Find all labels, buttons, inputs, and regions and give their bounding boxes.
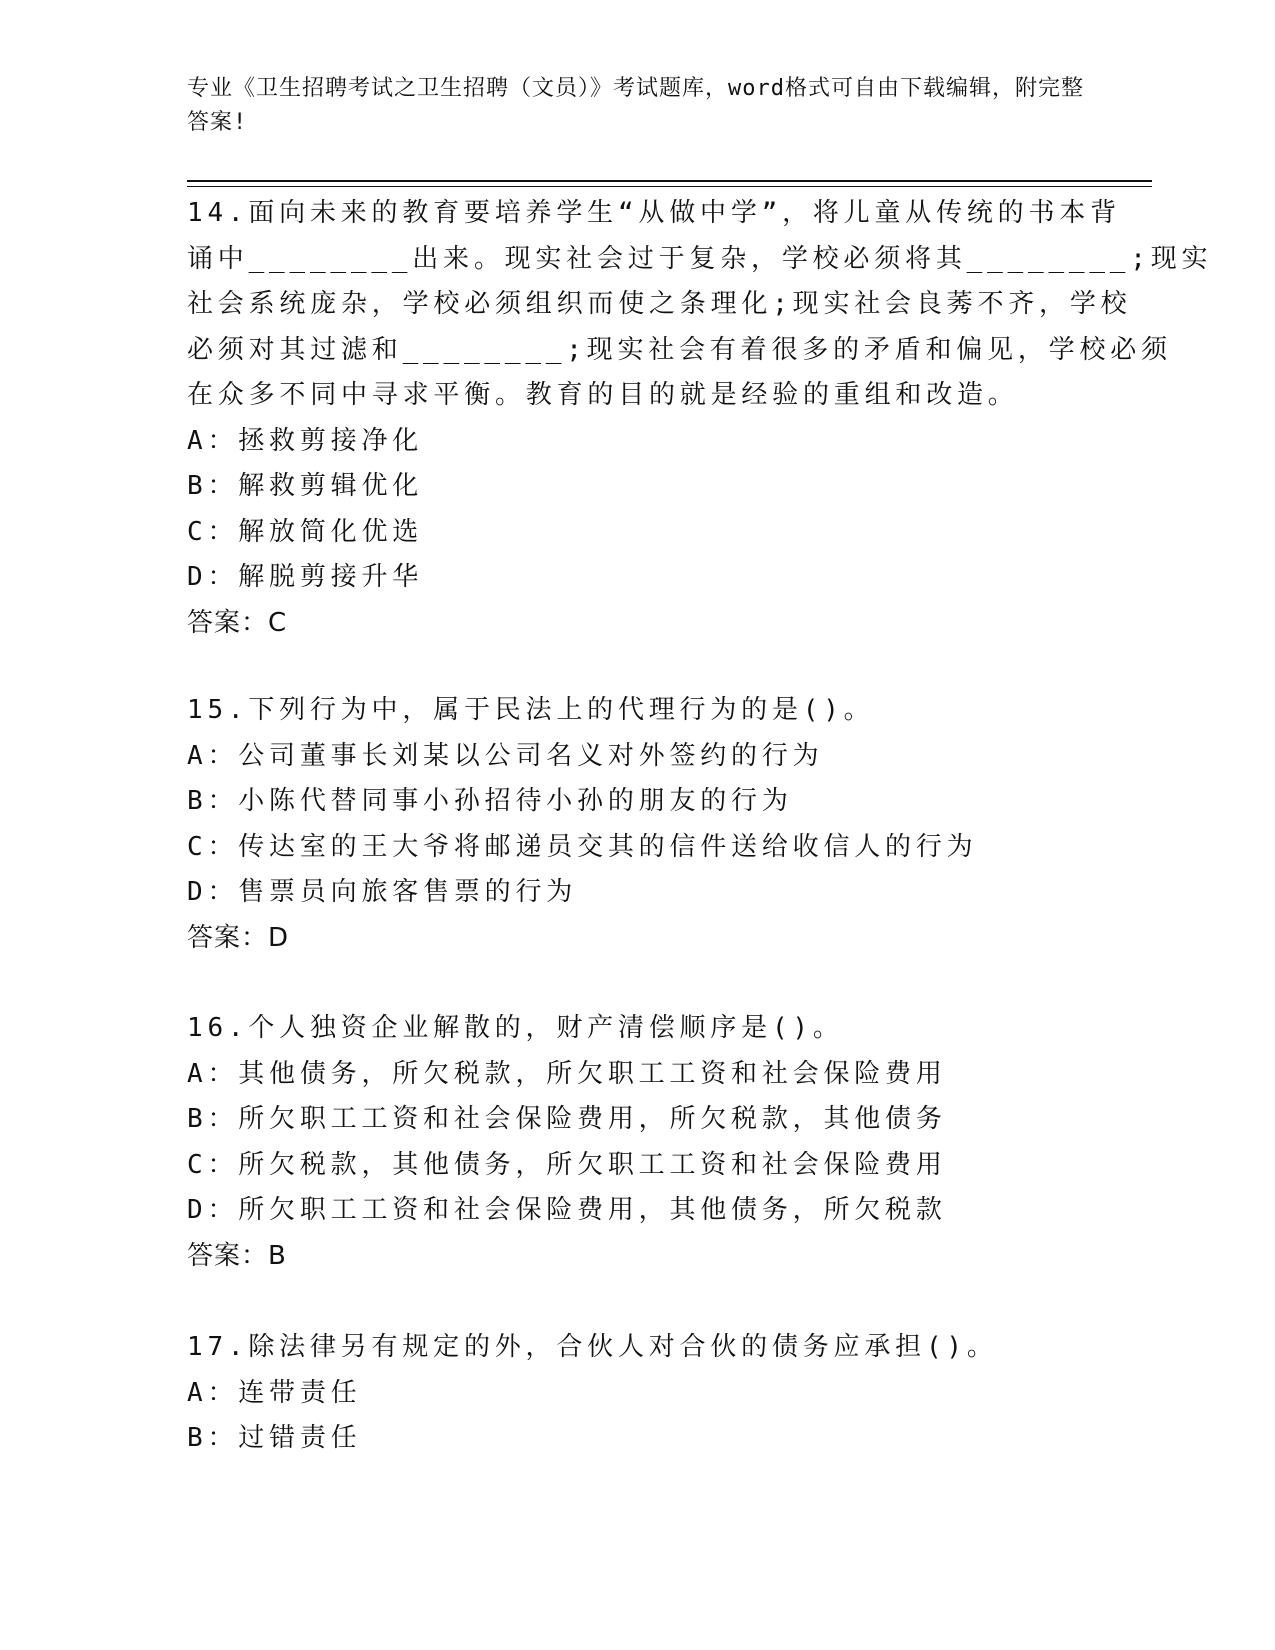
question-text-line: 14.面向未来的教育要培养学生“从做中学”，将儿童从传统的书本背 [187,198,1121,228]
header-divider-thin [187,186,1152,187]
option-d: D：所欠职工工资和社会保险费用，其他债务，所欠税款 [187,1195,947,1225]
option-b: B：所欠职工工资和社会保险费用，所欠税款，其他债务 [187,1104,947,1134]
question-text-line: 16.个人独资企业解散的，财产清偿顺序是()。 [187,1013,844,1043]
document-header: 专业《卫生招聘考试之卫生招聘（文员）》考试题库，word格式可自由下载编辑，附完整答案! [187,76,1084,135]
answer-line: 答案：B [187,1240,287,1271]
question-text-line: 15.下列行为中，属于民法上的代理行为的是()。 [187,695,875,725]
option-c: C：传达室的王大爷将邮递员交其的信件送给收信人的行为 [187,831,978,862]
question-14 [187,191,1213,646]
question-text-line: 必须对其过滤和________;现实社会有着很多的矛盾和偏见，学校必须 [187,334,1172,365]
option-b: B：解救剪辑优化 [187,471,424,501]
option-a: A：公司董事长刘某以公司名义对外签约的行为 [187,740,824,771]
option-a: A：拯救剪接净化 [187,425,424,456]
question-text-line: 诵中________出来。现实社会过于复杂，学校必须将其________;现实 [187,243,1213,274]
option-d: D：售票员向旅客售票的行为 [187,877,578,907]
option-c: C：所欠税款，其他债务，所欠职工工资和社会保险费用 [187,1149,947,1180]
option-b: B：小陈代替同事小孙招待小孙的朋友的行为 [187,786,793,816]
question-16 [187,1006,1087,1279]
question-15 [187,688,1087,961]
option-a: A：连带责任 [187,1377,362,1408]
option-c: C：解放简化优选 [187,516,424,547]
option-d: D：解脱剪接升华 [187,562,424,592]
option-b: B：过错责任 [187,1423,362,1453]
question-17 [187,1325,1087,1462]
question-text-line: 社会系统庞杂，学校必须组织而使之条理化;现实社会良莠不齐，学校 [187,289,1132,319]
question-text-line: 17.除法律另有规定的外，合伙人对合伙的债务应承担()。 [187,1332,998,1362]
option-a: A：其他债务，所欠税款，所欠职工工资和社会保险费用 [187,1058,947,1089]
header-divider-thick [187,180,1152,182]
question-text-line: 在众多不同中寻求平衡。教育的目的就是经验的重组和改造。 [187,380,1019,410]
answer-line: 答案：D [187,922,290,953]
answer-line: 答案：C [187,607,288,638]
